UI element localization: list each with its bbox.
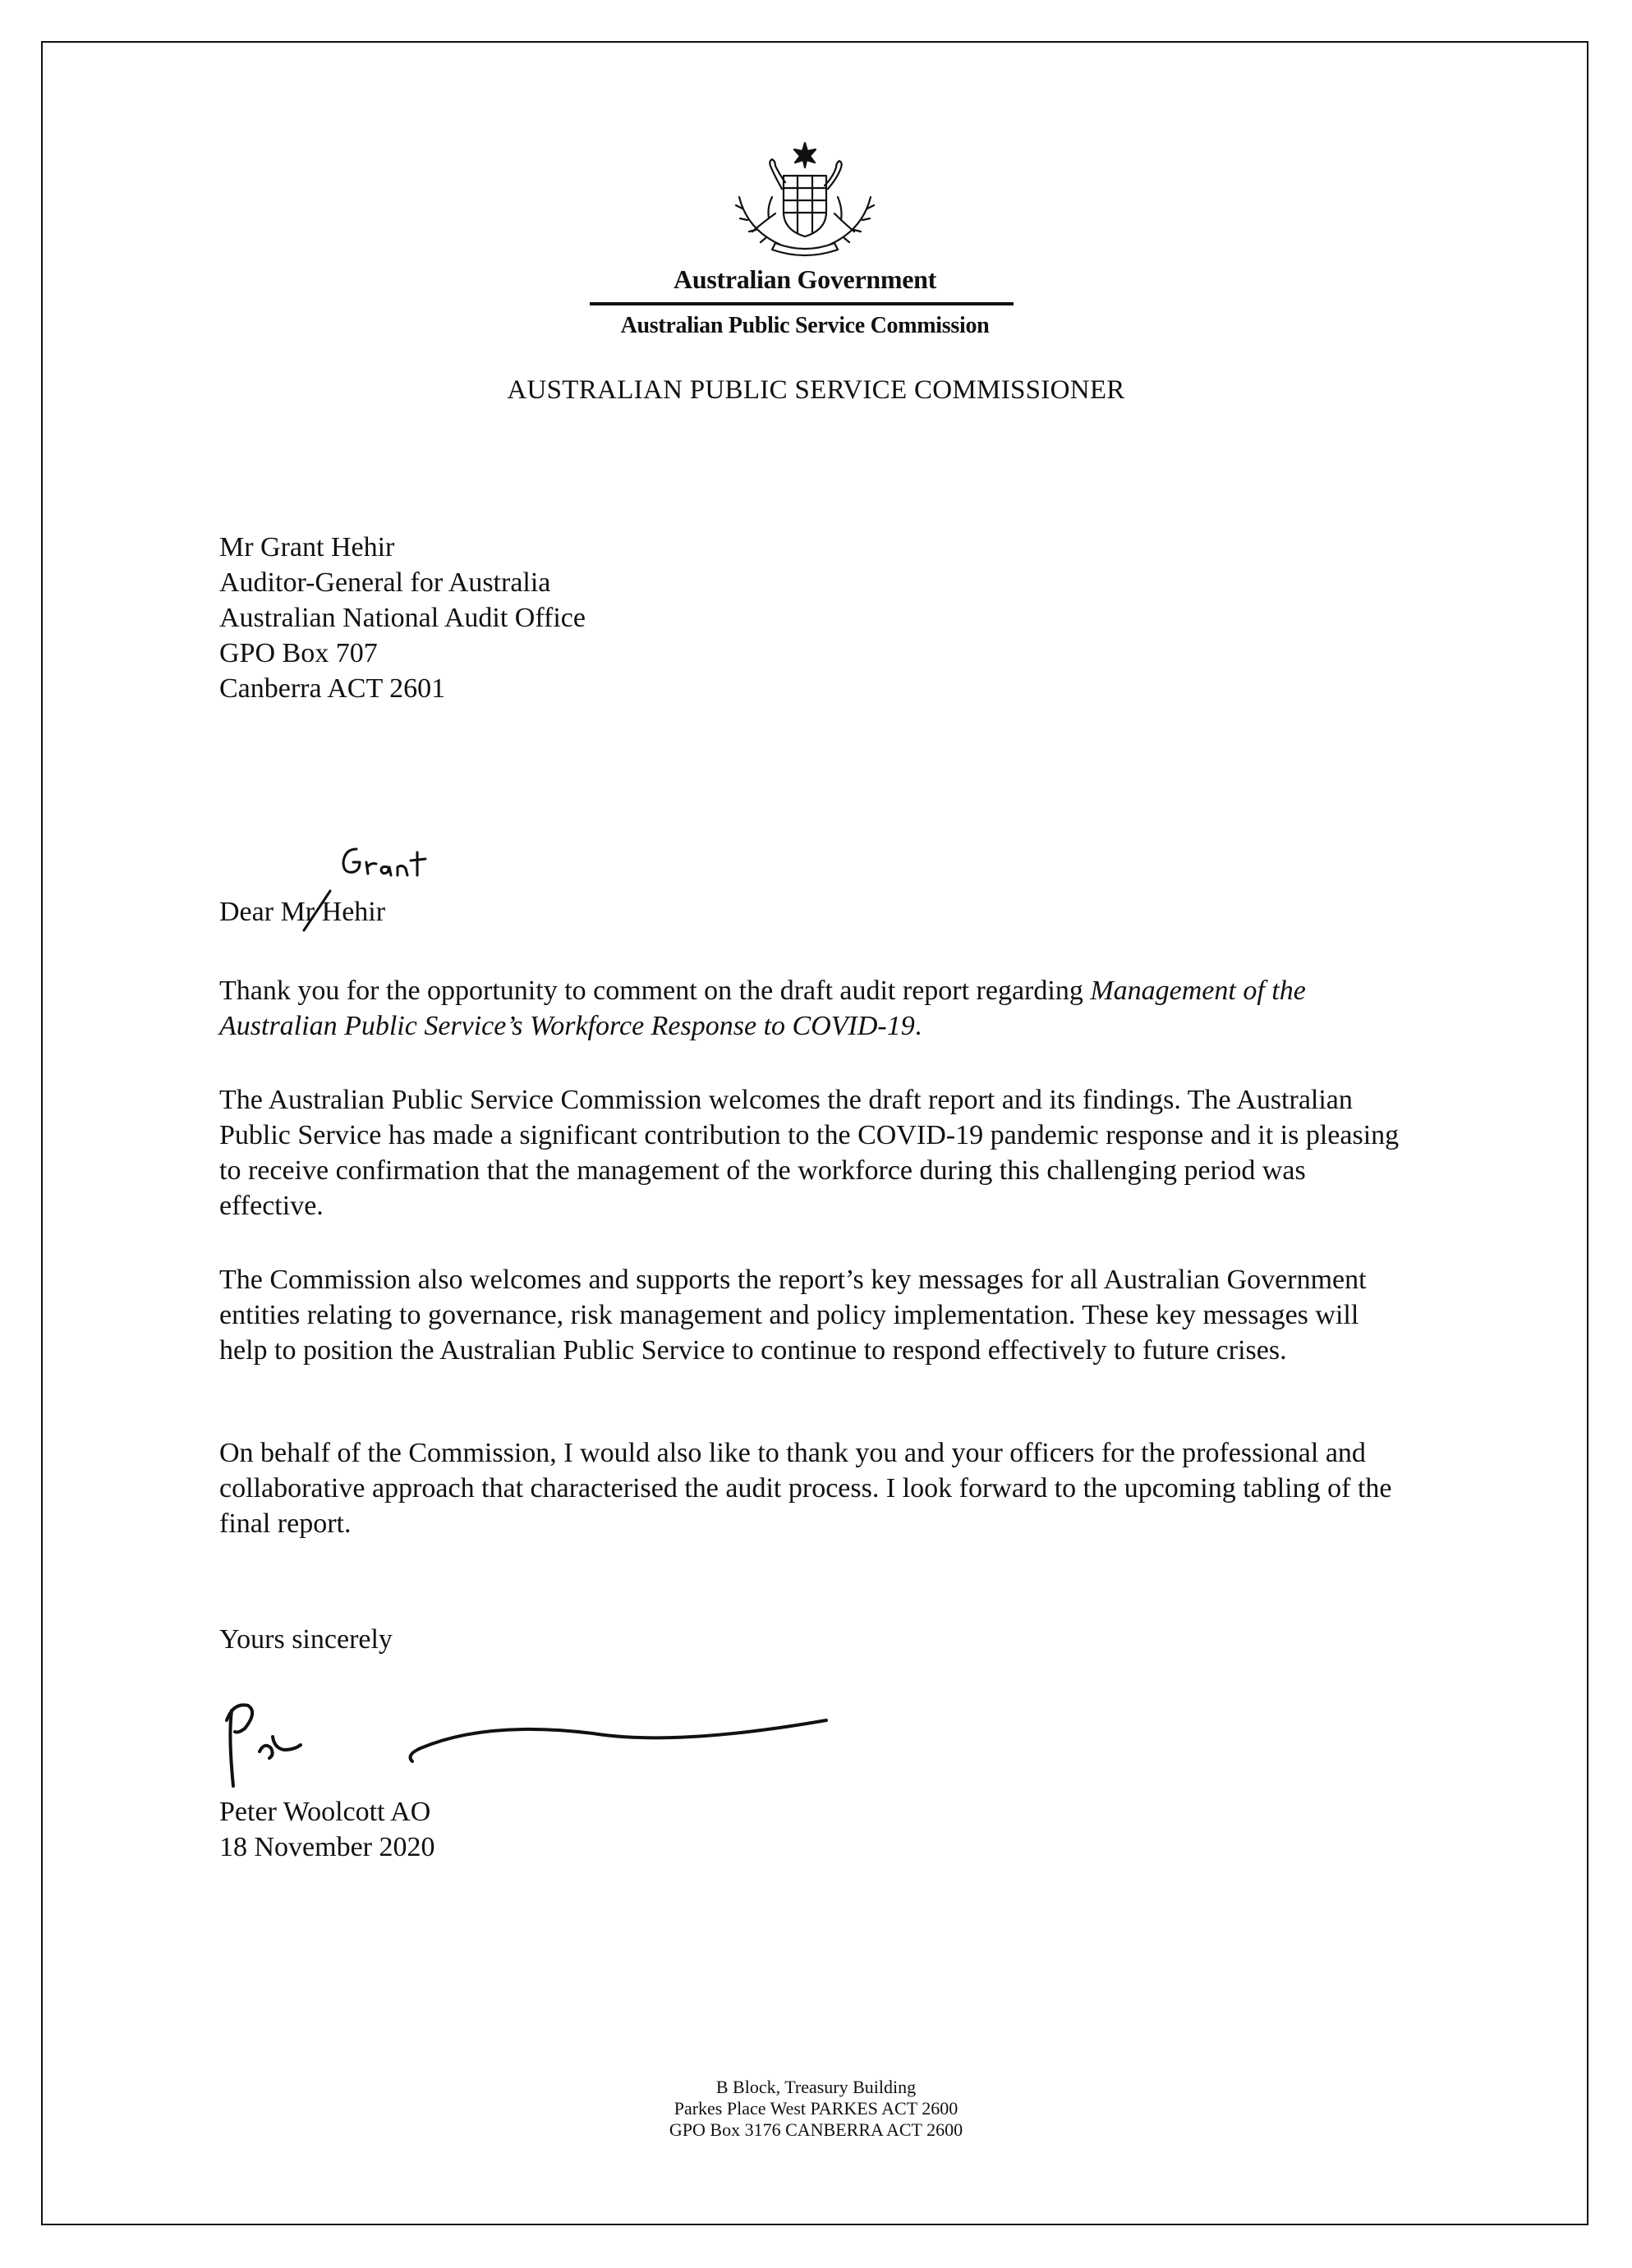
signer-block xyxy=(219,1794,435,1865)
body-paragraph-2: The Australian Public Service Commission welcomes the draft report and its findings. The Australian Public Service has made a significant contribution to the COVID-19 pandemic response and it is pleasing to receive confirmation that the management of the workforce during this challenging period was effective. xyxy=(219,1085,1400,1221)
coat-of-arms-icon xyxy=(723,140,887,263)
address-line: Mr Grant Hehir xyxy=(219,532,395,562)
address-line: Auditor-General for Australia xyxy=(219,567,551,598)
report-title: Management of the Australian Public Service’s Workforce Response to COVID-19 xyxy=(219,976,1306,1041)
government-name: Australian Government xyxy=(673,264,936,294)
letterhead-divider xyxy=(590,302,1014,305)
salutation-prefix: Dear xyxy=(219,897,281,927)
body-paragraph-3: The Commission also welcomes and supports the report’s key messages for all Australian Government entities relating to governance, risk management and policy implementation. These key messages will help to position the Australian Public Service to continue to respond effectively to future crises. xyxy=(219,1265,1367,1366)
signature-icon xyxy=(215,1687,839,1794)
address-line: GPO Box 707 xyxy=(219,638,378,668)
handwritten-grant-annotation xyxy=(338,838,453,887)
footer-address xyxy=(493,2077,1139,2141)
salutation-tail: ehir xyxy=(342,897,386,927)
body-paragraph-4: On behalf of the Commission, I would also like to thank you and your officers for the professional and collaborative approach that characterised the audit process. I look forward to the upcoming tabling of the final report. xyxy=(219,1438,1392,1539)
paragraph-text: Thank you for the opportunity to comment on the draft audit report regarding xyxy=(219,976,1091,1006)
footer-line: B Block, Treasury Building xyxy=(715,2077,917,2097)
footer-line: Parkes Place West PARKES ACT 2600 xyxy=(673,2098,959,2119)
recipient-address xyxy=(219,530,586,706)
address-line: Australian National Audit Office xyxy=(219,603,586,633)
signer-name: Peter Woolcott AO xyxy=(219,1797,431,1827)
closing: Yours sincerely xyxy=(219,1624,393,1655)
office-title: AUSTRALIAN PUBLIC SERVICE COMMISSIONER xyxy=(507,375,1125,405)
salutation-struck-letter: M xyxy=(280,897,306,927)
letter-date: 18 November 2020 xyxy=(219,1832,435,1862)
salutation-struck-rest: r H xyxy=(305,897,342,927)
footer-line: GPO Box 3176 CANBERRA ACT 2600 xyxy=(669,2119,963,2140)
salutation xyxy=(219,894,385,930)
paragraph-end: . xyxy=(914,1011,922,1041)
address-line: Canberra ACT 2601 xyxy=(219,673,446,704)
salutation-struck-text xyxy=(306,894,342,930)
agency-name: Australian Public Service Commission xyxy=(620,313,990,338)
strike-through-mark xyxy=(302,888,332,934)
body-paragraph-1 xyxy=(219,973,1402,1044)
